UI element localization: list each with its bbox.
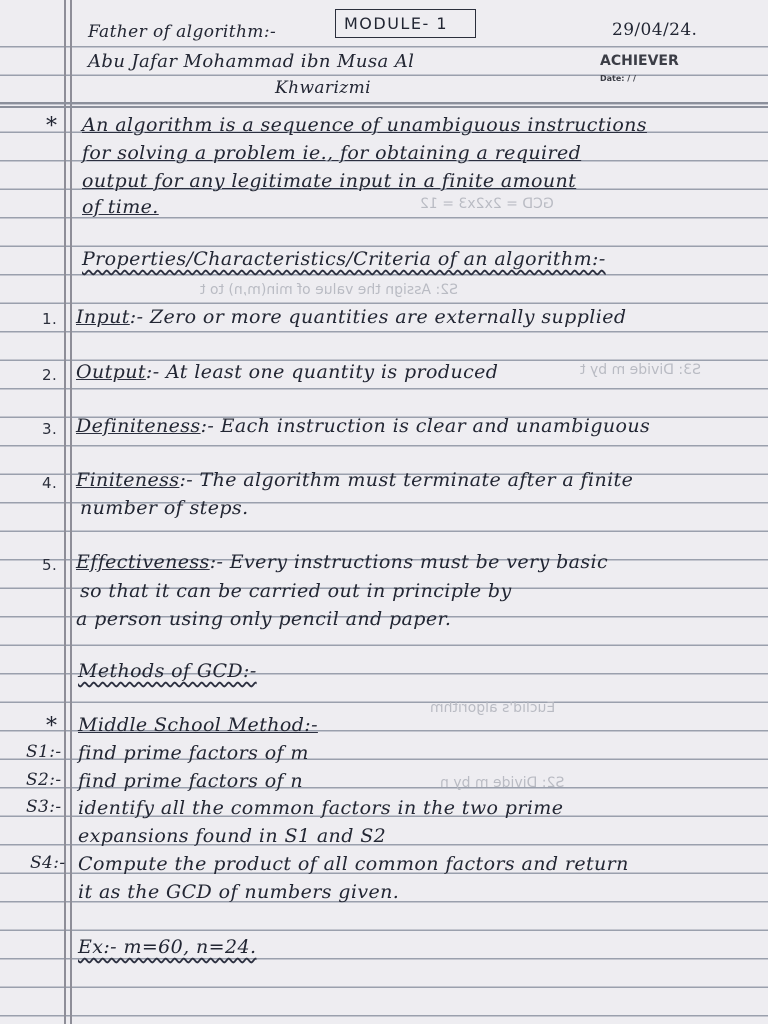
father-name-line2: Khwarizmi: [275, 78, 372, 98]
property-text-line3: a person using only pencil and paper.: [76, 608, 452, 630]
definition-line: An algorithm is a sequence of unambiguous instructions: [82, 114, 647, 136]
step-text: identify all the common factors in the two prime: [78, 797, 564, 819]
father-label: Father of algorithm:-: [88, 22, 277, 42]
item-number: 2.: [42, 366, 58, 384]
step-text: Compute the product of all common factors and return: [78, 853, 629, 875]
show-through-text: S3: Divide m by t: [580, 362, 701, 378]
show-through-text: Euclid's algorithm: [430, 700, 556, 716]
header-rule: [0, 102, 768, 104]
item-number: 5.: [42, 556, 58, 574]
step-text: find prime factors of m: [78, 742, 309, 764]
gcd-heading: Methods of GCD:-: [78, 660, 257, 682]
definition-line: for solving a problem ie., for obtaining a required: [82, 142, 582, 164]
father-name-line1: Abu Jafar Mohammad ibn Musa Al: [88, 51, 415, 72]
show-through-text: GCD = 2x2x3 = 12: [420, 196, 554, 212]
show-through-text: S2: Assign the value of min(m,n) to t: [200, 282, 459, 298]
example-line: Ex:- m=60, n=24.: [78, 936, 257, 958]
property-term: Effectiveness: [76, 551, 210, 573]
property-text: :- Every instructions must be very basic: [209, 551, 609, 573]
step-label: S4:-: [30, 853, 66, 873]
property-term: Definiteness: [76, 415, 201, 437]
property-text-line2: number of steps.: [80, 497, 249, 519]
properties-heading: Properties/Characteristics/Criteria of an algorithm:-: [82, 248, 606, 270]
step-text: find prime factors of n: [78, 770, 304, 792]
definition-line: of time.: [82, 196, 159, 218]
page-date: 29/04/24.: [612, 20, 698, 40]
item-number: 4.: [42, 474, 58, 492]
property-term: Input: [76, 306, 130, 328]
property-term: Finiteness: [76, 469, 180, 491]
item-number: 1.: [42, 310, 58, 328]
step-label: S1:-: [26, 742, 62, 762]
property-item: [76, 469, 633, 491]
step-label: S2:-: [26, 770, 62, 790]
step-text-line2: it as the GCD of numbers given.: [78, 881, 400, 903]
property-text: :- Zero or more quantities are externally supplied: [129, 306, 627, 328]
property-text: :- Each instruction is clear and unambiguous: [200, 415, 651, 437]
definition-line: output for any legitimate input in a finite amount: [82, 170, 577, 192]
property-item: [76, 551, 608, 573]
property-item: [76, 415, 650, 437]
margin-line: [70, 0, 72, 1024]
item-number: 3.: [42, 420, 58, 438]
step-label: S3:-: [26, 797, 62, 817]
property-text-line2: so that it can be carried out in principle by: [80, 580, 512, 602]
property-term: Output: [76, 361, 146, 383]
show-through-text: S2: Divide m by n: [440, 775, 565, 791]
property-text: :- The algorithm must terminate after a finite: [179, 469, 634, 491]
brand-logo: ACHIEVER: [600, 53, 679, 69]
bullet-star: *: [46, 114, 58, 139]
property-text: :- At least one quantity is produced: [145, 361, 499, 383]
property-item: [76, 306, 626, 328]
header-rule: [0, 106, 768, 108]
property-item: [76, 361, 498, 383]
module-box: [335, 9, 476, 38]
module-label: MODULE- 1: [344, 14, 448, 33]
step-text-line2: expansions found in S1 and S2: [78, 825, 387, 847]
brand-date: Date: / /: [600, 74, 636, 83]
bullet-star: *: [46, 714, 58, 739]
method-title: Middle School Method:-: [78, 714, 318, 736]
